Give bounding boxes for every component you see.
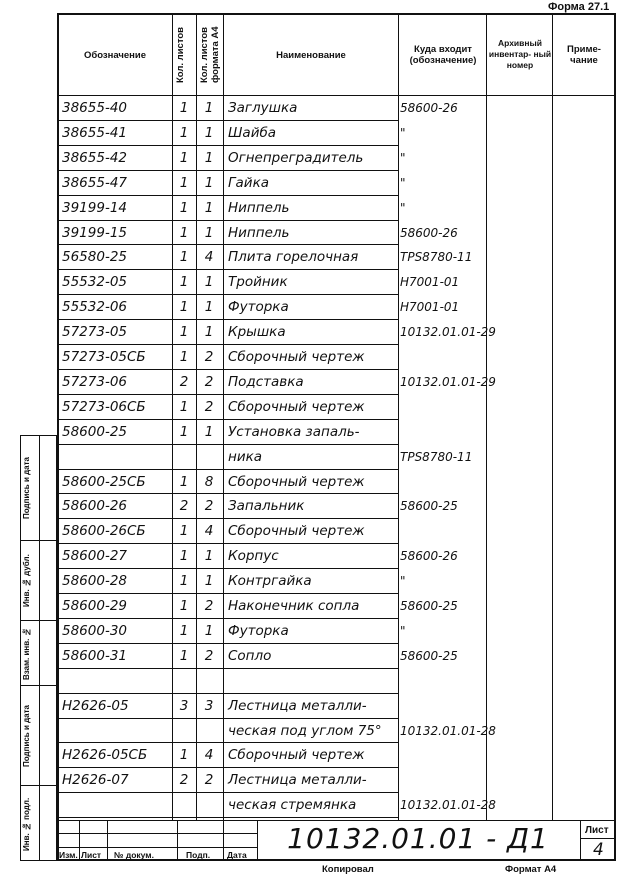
row-where: TPS8780-11 (400, 250, 473, 265)
row-name: Футорка (228, 622, 289, 639)
row-designation: 58600-30 (62, 622, 127, 639)
row-where (400, 396, 486, 418)
row-a4: 1 (204, 573, 214, 590)
row-line (57, 767, 398, 768)
row-sheets: 1 (179, 274, 189, 291)
form-number: Форма 27.1 (548, 1, 610, 13)
row-line (57, 419, 398, 420)
row-line (57, 543, 398, 544)
row-line (57, 693, 398, 694)
tb-label-sign: Подп. (186, 850, 211, 860)
tb-label-sheet: Лист (81, 850, 102, 860)
row-sheets: 1 (179, 548, 189, 565)
row-a4: 2 (204, 373, 214, 390)
row-where: 58600-26 (400, 225, 458, 240)
copied-label: Копировал (322, 864, 374, 875)
tb-col-line (223, 820, 224, 861)
row-designation: 58600-29 (62, 598, 127, 614)
row-where (400, 346, 486, 368)
row-a4: 2 (204, 498, 214, 515)
title-block-top (57, 820, 616, 821)
sidebar-label: Подпись и дата (22, 457, 31, 519)
row-name: Лестница металли- (228, 772, 367, 789)
tb-col-line (177, 820, 178, 861)
row-designation: 58600-25 (62, 423, 127, 440)
row-a4 (198, 720, 220, 742)
row-where (400, 744, 486, 766)
row-where: H7001-01 (400, 300, 460, 315)
row-name: Лестница металли- (228, 697, 367, 714)
title-block-row (57, 833, 257, 834)
row-sheets: 1 (179, 299, 189, 316)
sidebar-label: Взам. инв. № (22, 627, 31, 681)
row-sheets: 2 (179, 772, 189, 789)
row-name: Шайба (228, 124, 277, 141)
sidebar-col-line (39, 435, 40, 861)
sheet-label-line (580, 838, 616, 839)
row-where: " (400, 623, 406, 638)
row-line (57, 145, 398, 146)
row-name: Сборочный чертеж (228, 747, 365, 764)
row-line (57, 718, 398, 719)
row-line (57, 269, 398, 270)
tb-col-line (580, 820, 581, 861)
row-name: Сопло (228, 647, 272, 664)
row-where: 10132.01.01-29 (400, 325, 496, 340)
row-designation: 55532-05 (62, 274, 127, 291)
row-sheets: 1 (179, 249, 189, 266)
row-where: 58600-26 (400, 101, 458, 115)
row-a4: 2 (204, 349, 214, 365)
row-sheets (174, 794, 194, 816)
row-designation: 39199-14 (62, 199, 127, 216)
row-designation: 57273-05 (62, 324, 127, 341)
sidebar-label: Подпись и дата (22, 705, 31, 767)
title-block-row (57, 847, 257, 848)
row-a4 (198, 670, 220, 692)
row-designation: 57273-05СБ (62, 349, 146, 365)
row-where: " (400, 150, 406, 165)
row-a4: 1 (204, 149, 214, 166)
row-sheets: 1 (179, 622, 189, 639)
row-line (57, 668, 398, 669)
row-where (400, 421, 486, 443)
row-a4: 1 (204, 199, 214, 216)
row-a4: 2 (204, 647, 214, 664)
row-designation: 58600-26СБ (62, 523, 146, 540)
row-name: Сборочный чертеж (228, 398, 365, 415)
row-name: Гайка (228, 174, 269, 191)
col-line-name (223, 13, 224, 821)
row-designation: 38655-40 (62, 100, 127, 116)
row-a4: 1 (204, 423, 214, 440)
row-sheets: 1 (179, 598, 189, 614)
row-where: 58600-25 (400, 648, 458, 663)
row-where (400, 520, 486, 542)
row-line (57, 444, 398, 445)
row-designation: 55532-06 (62, 299, 127, 316)
row-name: Тройник (228, 274, 288, 291)
row-designation: 58600-31 (62, 647, 127, 664)
row-name: Установка запаль- (228, 423, 360, 440)
row-sheets: 1 (179, 224, 189, 241)
header-where: Куда входит (обозначение) (409, 44, 477, 66)
row-a4: 4 (204, 249, 214, 266)
header-name: Наименование (276, 50, 346, 61)
row-sheets: 1 (179, 349, 189, 365)
row-name: Запальник (228, 498, 305, 515)
row-name: ческая стремянка (228, 797, 357, 814)
row-line (57, 294, 398, 295)
header-archive: Архивный инвентар- ный номер (488, 38, 552, 70)
header-bottom-line (57, 95, 616, 96)
row-where: TPS8780-11 (400, 449, 473, 464)
row-a4: 1 (204, 622, 214, 639)
row-where: " (400, 200, 406, 215)
row-a4: 1 (204, 548, 214, 565)
col-line-sheets (172, 13, 173, 821)
row-designation: 58600-28 (62, 573, 127, 590)
row-where: H7001-01 (400, 275, 460, 290)
row-where: " (400, 574, 406, 589)
row-name: Контргайка (228, 573, 312, 590)
row-name: Ниппель (228, 199, 290, 216)
row-designation (62, 794, 170, 816)
row-where: " (400, 125, 406, 140)
row-where: 10132.01.01-29 (400, 374, 496, 389)
row-name: Плита горелочная (228, 249, 359, 266)
sidebar-row-line (20, 685, 57, 686)
row-designation: 57273-06СБ (62, 398, 146, 415)
col-line-where (398, 13, 399, 821)
row-name: Огнепреградитель (228, 149, 364, 166)
row-designation: 38655-47 (62, 174, 127, 191)
row-line (57, 170, 398, 171)
row-line (57, 195, 398, 196)
format-label: Формат А4 (505, 864, 557, 875)
header-sheets: Кол. листов (175, 27, 186, 84)
row-line (57, 568, 398, 569)
row-line (57, 518, 398, 519)
row-where: 10132.01.01-28 (400, 798, 496, 813)
sidebar-row-line (20, 620, 57, 621)
row-name: Сборочный чертеж (228, 349, 365, 365)
row-designation: 58600-27 (62, 548, 127, 565)
row-designation: 38655-41 (62, 124, 127, 141)
row-a4: 8 (204, 473, 214, 490)
row-a4 (198, 446, 220, 468)
document-code: 10132.01.01 - Д1 (287, 822, 549, 855)
row-designation: 58600-26 (62, 498, 127, 515)
row-line (57, 792, 398, 793)
row-a4: 4 (204, 747, 214, 764)
row-name (228, 670, 398, 692)
row-designation: 58600-25СБ (62, 473, 146, 490)
row-sheets: 1 (179, 174, 189, 191)
row-a4: 1 (204, 224, 214, 241)
row-line (57, 493, 398, 494)
row-a4: 1 (204, 324, 214, 341)
row-sheets: 1 (179, 398, 189, 415)
row-line (57, 643, 398, 644)
row-a4: 1 (204, 124, 214, 141)
row-sheets (174, 670, 194, 692)
row-line (57, 220, 398, 221)
row-line (57, 817, 398, 818)
header-a4: Кол. листов формата А4 (199, 26, 221, 84)
row-line (57, 244, 398, 245)
row-where (400, 471, 486, 493)
row-sheets: 1 (179, 647, 189, 664)
row-a4: 1 (204, 174, 214, 191)
row-a4: 2 (204, 598, 214, 614)
row-name: ческая под углом 75° (228, 722, 382, 739)
row-line (57, 394, 398, 395)
tb-label-date: Дата (227, 850, 247, 860)
row-where: 58600-25 (400, 499, 458, 514)
row-a4 (198, 794, 220, 816)
sidebar-label: Инв. № подл. (22, 797, 31, 851)
row-sheets: 1 (179, 423, 189, 440)
row-name: ника (228, 448, 263, 465)
row-sheets: 2 (179, 498, 189, 515)
row-where: 58600-26 (400, 549, 458, 564)
row-sheets: 1 (179, 747, 189, 764)
row-sheets: 1 (179, 324, 189, 341)
col-line-note (552, 13, 553, 821)
row-name: Сборочный чертеж (228, 523, 365, 540)
col-line-archive (486, 13, 487, 821)
row-sheets: 1 (179, 573, 189, 590)
row-where: " (400, 175, 406, 190)
row-sheets: 1 (179, 124, 189, 141)
tb-label-rev: Изм. (59, 850, 78, 860)
sheet-number: 4 (593, 840, 604, 860)
row-a4: 2 (204, 772, 214, 789)
row-sheets: 1 (179, 149, 189, 166)
row-designation (62, 720, 170, 742)
tb-col-line (79, 820, 80, 861)
row-sheets (174, 446, 194, 468)
row-sheets: 1 (179, 199, 189, 216)
row-where (400, 670, 486, 692)
row-sheets: 2 (179, 373, 189, 390)
row-designation (62, 670, 170, 692)
row-designation: H2626-05СБ (62, 747, 148, 764)
row-designation: H2626-05 (62, 697, 129, 714)
row-name: Ниппель (228, 224, 290, 241)
row-sheets: 1 (179, 100, 189, 116)
row-line (57, 369, 398, 370)
row-where: 58600-25 (400, 599, 458, 613)
row-designation (62, 446, 170, 468)
header-designation: Обозначение (83, 50, 147, 61)
tb-label-docnum: № докум. (114, 850, 154, 860)
row-line (57, 593, 398, 594)
col-line-a4 (196, 13, 197, 821)
row-a4: 1 (204, 100, 214, 116)
row-name: Подставка (228, 373, 304, 390)
sidebar-row-line (20, 785, 57, 786)
row-sheets: 1 (179, 523, 189, 540)
row-where: 10132.01.01-28 (400, 723, 496, 738)
row-a4: 1 (204, 274, 214, 291)
row-a4: 2 (204, 398, 214, 415)
row-designation: 38655-42 (62, 149, 127, 166)
row-name: Футорка (228, 299, 289, 316)
row-where (400, 695, 486, 717)
sidebar-label: Инв. № дубл. (22, 554, 31, 608)
header-note: Приме- чание (567, 44, 601, 66)
row-where (400, 769, 486, 791)
row-line (57, 120, 398, 121)
row-a4: 1 (204, 299, 214, 316)
row-name: Корпус (228, 548, 279, 565)
row-name: Наконечник сопла (228, 598, 360, 614)
row-name: Заглушка (228, 100, 298, 116)
row-line (57, 344, 398, 345)
row-name: Сборочный чертеж (228, 473, 365, 490)
sidebar-row-line (20, 540, 57, 541)
sheet-label: Лист (585, 825, 609, 836)
row-designation: 39199-15 (62, 224, 127, 241)
row-designation: 56580-25 (62, 249, 127, 266)
row-sheets (174, 720, 194, 742)
row-sheets: 3 (179, 697, 189, 714)
row-line (57, 742, 398, 743)
tb-col-line (107, 820, 108, 861)
row-designation: H2626-07 (62, 772, 129, 789)
row-sheets: 1 (179, 473, 189, 490)
row-line (57, 618, 398, 619)
row-a4: 3 (204, 697, 214, 714)
row-a4: 4 (204, 523, 214, 540)
row-designation: 57273-06 (62, 373, 127, 390)
row-line (57, 319, 398, 320)
row-line (57, 469, 398, 470)
row-name: Крышка (228, 324, 286, 341)
